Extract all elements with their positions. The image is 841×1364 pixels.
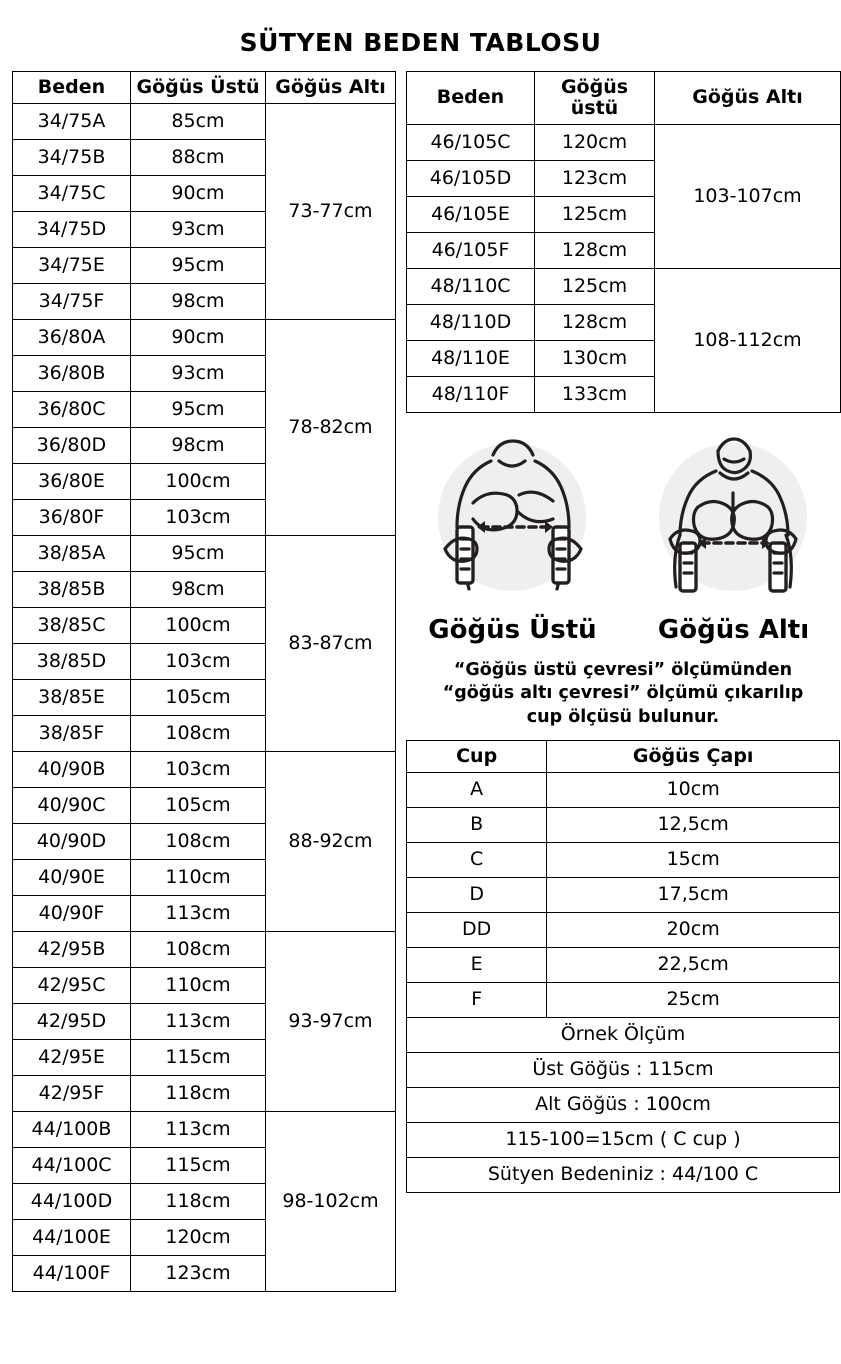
cell-gogus-ustu: 113cm: [131, 895, 266, 931]
page-title: SÜTYEN BEDEN TABLOSU: [239, 28, 602, 57]
illustration-underbust: [631, 431, 836, 645]
cell-beden: 48/110F: [407, 376, 535, 412]
cell-gogus-ustu: 123cm: [131, 1255, 266, 1291]
table-header-row: [407, 740, 840, 772]
cell-gogus-alti: 98-102cm: [266, 1111, 396, 1291]
cell-gogus-capi: 25cm: [547, 982, 840, 1017]
cell-beden: 42/95F: [13, 1075, 131, 1111]
example-value: 115-100=15cm ( C cup ): [407, 1122, 840, 1157]
cell-cup: F: [407, 982, 547, 1017]
cell-gogus-capi: 10cm: [547, 772, 840, 807]
cell-gogus-alti: 103-107cm: [655, 124, 841, 268]
cell-gogus-ustu: 108cm: [131, 931, 266, 967]
cell-gogus-ustu: 95cm: [131, 535, 266, 571]
cell-gogus-ustu: 105cm: [131, 787, 266, 823]
cell-gogus-ustu: 95cm: [131, 391, 266, 427]
example-row: [407, 1087, 840, 1122]
cell-gogus-ustu: 98cm: [131, 283, 266, 319]
cell-beden: 48/110E: [407, 340, 535, 376]
underbust-measure-svg: [636, 431, 831, 609]
cell-gogus-ustu: 85cm: [131, 103, 266, 139]
cell-beden: 34/75C: [13, 175, 131, 211]
cell-beden: 38/85B: [13, 571, 131, 607]
table-row: [407, 124, 841, 160]
cell-gogus-ustu: 98cm: [131, 427, 266, 463]
cell-beden: 46/105C: [407, 124, 535, 160]
table-row: [407, 807, 840, 842]
cell-gogus-ustu: 108cm: [131, 715, 266, 751]
cell-beden: 36/80F: [13, 499, 131, 535]
cell-gogus-ustu: 90cm: [131, 319, 266, 355]
cell-gogus-ustu: 95cm: [131, 247, 266, 283]
cell-gogus-ustu: 100cm: [131, 463, 266, 499]
example-title-row: [407, 1017, 840, 1052]
cell-cup: C: [407, 842, 547, 877]
cell-gogus-alti: 73-77cm: [266, 103, 396, 319]
cell-beden: 44/100E: [13, 1219, 131, 1255]
cell-gogus-ustu: 125cm: [535, 268, 655, 304]
cell-beden: 42/95C: [13, 967, 131, 1003]
bust-measure-svg: [415, 431, 610, 609]
cell-beden: 40/90F: [13, 895, 131, 931]
cell-gogus-ustu: 125cm: [535, 196, 655, 232]
column-header-gogus-ustu: Göğüs üstü: [535, 72, 655, 125]
illustration-row: [406, 431, 840, 645]
cell-gogus-ustu: 110cm: [131, 967, 266, 1003]
cell-beden: 40/90E: [13, 859, 131, 895]
bust-measure-illustration: [415, 431, 610, 609]
cell-gogus-ustu: 123cm: [535, 160, 655, 196]
cell-beden: 46/105D: [407, 160, 535, 196]
cell-beden: 36/80D: [13, 427, 131, 463]
cell-beden: 36/80A: [13, 319, 131, 355]
cell-gogus-ustu: 120cm: [535, 124, 655, 160]
illustration-caption: Göğüs Üstü: [428, 614, 597, 645]
table-row: [407, 842, 840, 877]
cell-beden: 44/100C: [13, 1147, 131, 1183]
example-value: Üst Göğüs : 115cm: [407, 1052, 840, 1087]
cell-cup: D: [407, 877, 547, 912]
table-row: [13, 1111, 396, 1147]
cell-gogus-ustu: 105cm: [131, 679, 266, 715]
left-column: [12, 71, 395, 1292]
table-row: [407, 268, 841, 304]
cell-beden: 38/85D: [13, 643, 131, 679]
example-title: Örnek Ölçüm: [407, 1017, 840, 1052]
cell-gogus-ustu: 130cm: [535, 340, 655, 376]
table-row: [407, 982, 840, 1017]
cell-gogus-ustu: 113cm: [131, 1111, 266, 1147]
cell-beden: 36/80B: [13, 355, 131, 391]
cell-gogus-ustu: 108cm: [131, 823, 266, 859]
measurement-note: [412, 659, 834, 730]
cell-beden: 48/110C: [407, 268, 535, 304]
cell-beden: 42/95B: [13, 931, 131, 967]
cell-gogus-ustu: 118cm: [131, 1183, 266, 1219]
cell-gogus-ustu: 103cm: [131, 751, 266, 787]
cell-gogus-ustu: 118cm: [131, 1075, 266, 1111]
example-value: Sütyen Bedeniniz : 44/100 C: [407, 1157, 840, 1192]
table-row: [407, 877, 840, 912]
cell-beden: 36/80C: [13, 391, 131, 427]
illustration-bust: [410, 431, 615, 645]
column-header-gogus-alti: Göğüs Altı: [655, 72, 841, 125]
cell-beden: 42/95E: [13, 1039, 131, 1075]
cell-beden: 34/75D: [13, 211, 131, 247]
example-value: Alt Göğüs : 100cm: [407, 1087, 840, 1122]
column-header-gogus-capi: Göğüs Çapı: [547, 740, 840, 772]
cell-gogus-capi: 20cm: [547, 912, 840, 947]
cell-gogus-capi: 12,5cm: [547, 807, 840, 842]
cell-gogus-capi: 22,5cm: [547, 947, 840, 982]
cell-beden: 46/105E: [407, 196, 535, 232]
cell-gogus-ustu: 103cm: [131, 643, 266, 679]
column-header-beden: Beden: [407, 72, 535, 125]
example-row: [407, 1052, 840, 1087]
cell-gogus-ustu: 103cm: [131, 499, 266, 535]
cell-cup: DD: [407, 912, 547, 947]
cell-beden: 36/80E: [13, 463, 131, 499]
note-line-1: “Göğüs üstü çevresi” ölçümünden: [453, 659, 793, 680]
table-row: [407, 912, 840, 947]
cell-beden: 34/75B: [13, 139, 131, 175]
cell-beden: 38/85A: [13, 535, 131, 571]
cell-beden: 38/85C: [13, 607, 131, 643]
cell-beden: 34/75F: [13, 283, 131, 319]
table-row: [13, 535, 396, 571]
table-header-row: [407, 72, 841, 125]
cell-beden: 40/90D: [13, 823, 131, 859]
cell-beden: 44/100B: [13, 1111, 131, 1147]
table-row: [13, 319, 396, 355]
cell-beden: 38/85E: [13, 679, 131, 715]
table-row: [13, 931, 396, 967]
cell-beden: 34/75E: [13, 247, 131, 283]
cell-cup: A: [407, 772, 547, 807]
table-row: [13, 103, 396, 139]
cell-beden: 40/90B: [13, 751, 131, 787]
cell-gogus-ustu: 93cm: [131, 211, 266, 247]
cell-gogus-ustu: 88cm: [131, 139, 266, 175]
cell-gogus-alti: 108-112cm: [655, 268, 841, 412]
cell-gogus-capi: 17,5cm: [547, 877, 840, 912]
right-column: [406, 71, 840, 1193]
table-row: [407, 772, 840, 807]
cell-gogus-ustu: 98cm: [131, 571, 266, 607]
column-header-gogus-ustu: Göğüs Üstü: [131, 72, 266, 104]
cell-beden: 38/85F: [13, 715, 131, 751]
cup-table: [406, 740, 840, 1193]
cell-gogus-alti: 93-97cm: [266, 931, 396, 1111]
table-row: [407, 947, 840, 982]
example-row: [407, 1157, 840, 1192]
cell-beden: 44/100D: [13, 1183, 131, 1219]
cell-beden: 42/95D: [13, 1003, 131, 1039]
cell-cup: B: [407, 807, 547, 842]
cell-gogus-ustu: 90cm: [131, 175, 266, 211]
cell-beden: 46/105F: [407, 232, 535, 268]
cell-beden: 48/110D: [407, 304, 535, 340]
cell-gogus-ustu: 115cm: [131, 1147, 266, 1183]
underbust-measure-illustration: [636, 431, 831, 609]
cell-cup: E: [407, 947, 547, 982]
cell-gogus-ustu: 110cm: [131, 859, 266, 895]
cell-gogus-ustu: 115cm: [131, 1039, 266, 1075]
cell-gogus-capi: 15cm: [547, 842, 840, 877]
cell-gogus-ustu: 93cm: [131, 355, 266, 391]
column-header-cup: Cup: [407, 740, 547, 772]
cell-gogus-alti: 78-82cm: [266, 319, 396, 535]
cell-gogus-ustu: 113cm: [131, 1003, 266, 1039]
content-columns: [0, 71, 841, 1292]
note-line-3: cup ölçüsü bulunur.: [526, 707, 720, 728]
table-row: [13, 751, 396, 787]
note-line-2: “göğüs altı çevresi” ölçümü çıkarılıp: [442, 683, 804, 704]
cell-gogus-ustu: 133cm: [535, 376, 655, 412]
cell-beden: 40/90C: [13, 787, 131, 823]
cell-gogus-alti: 88-92cm: [266, 751, 396, 931]
column-header-beden: Beden: [13, 72, 131, 104]
table-header-row: [13, 72, 396, 104]
illustration-caption: Göğüs Altı: [657, 614, 810, 645]
cell-beden: 34/75A: [13, 103, 131, 139]
cell-gogus-alti: 83-87cm: [266, 535, 396, 751]
example-row: [407, 1122, 840, 1157]
size-table-left: [12, 71, 396, 1292]
size-table-right: [406, 71, 841, 413]
cell-beden: 44/100F: [13, 1255, 131, 1291]
cell-gogus-ustu: 120cm: [131, 1219, 266, 1255]
cell-gogus-ustu: 128cm: [535, 232, 655, 268]
cell-gogus-ustu: 100cm: [131, 607, 266, 643]
column-header-gogus-alti: Göğüs Altı: [266, 72, 396, 104]
cell-gogus-ustu: 128cm: [535, 304, 655, 340]
